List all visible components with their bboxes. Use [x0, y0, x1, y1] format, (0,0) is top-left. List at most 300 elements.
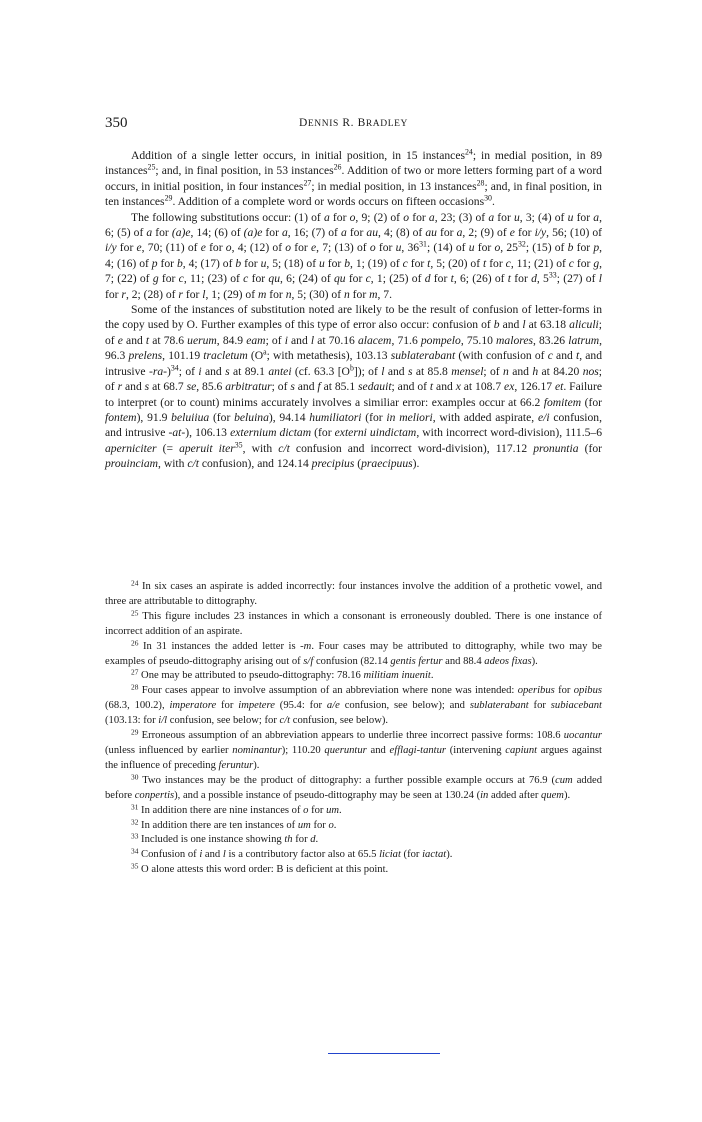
- italic-term: s: [407, 364, 413, 378]
- text-run: added before: [105, 774, 602, 801]
- italic-term: pompelo: [420, 333, 461, 347]
- footnote-ref: 24: [464, 147, 473, 157]
- text-run: for: [182, 287, 203, 301]
- text-run: , 1; (19) of: [350, 256, 403, 270]
- text-run: and: [552, 349, 576, 363]
- italic-term: b: [235, 256, 242, 270]
- text-run: ; of: [265, 333, 285, 347]
- text-run: , 126.17: [514, 380, 555, 394]
- text-run: added after: [488, 789, 542, 801]
- text-run: (95.4: for: [274, 700, 327, 712]
- text-run: for: [324, 256, 345, 270]
- text-run: ).: [563, 789, 571, 801]
- author-first-initial: D: [299, 117, 308, 129]
- footnote-28: [105, 684, 602, 729]
- text-run: , 96.3: [105, 333, 603, 363]
- text-run: , 4; (17) of: [182, 256, 236, 270]
- italic-term: pronuntia: [533, 441, 579, 455]
- italic-term: b: [493, 318, 500, 332]
- footnote-number: 26: [131, 637, 139, 647]
- text-run: for: [262, 226, 282, 240]
- text-run: confusion, see below); and: [339, 700, 470, 712]
- text-run: for: [291, 241, 311, 255]
- footnote-ref: 30: [484, 193, 492, 203]
- italic-term: a: [323, 210, 330, 224]
- italic-term: beluiiua: [171, 410, 210, 424]
- italic-term: n: [285, 287, 292, 301]
- italic-term: a: [340, 226, 347, 240]
- text-run: for: [494, 210, 514, 224]
- italic-term: in meliori: [386, 410, 433, 424]
- text-run: confusion, and intrusive: [105, 410, 602, 440]
- text-run: , 1; (25) of: [370, 272, 425, 286]
- text-run: for: [308, 804, 327, 816]
- italic-term: r: [121, 287, 126, 301]
- text-run: for: [266, 287, 286, 301]
- text-run: , with incorrect word-division), 111.5–6: [416, 426, 603, 440]
- text-run: at 78.6: [149, 333, 188, 347]
- text-run: .: [315, 834, 319, 846]
- text-run: , 1; (29) of: [205, 287, 258, 301]
- paragraph-additions: [105, 148, 602, 210]
- text-run: for: [345, 272, 366, 286]
- text-run: , and intrusive: [105, 349, 603, 378]
- text-run: .: [339, 804, 342, 816]
- text-run: Four cases appear to involve assumption of an abbreviation where none was intended:: [138, 685, 518, 697]
- italic-term: g: [152, 272, 159, 286]
- text-run: (O: [247, 349, 264, 363]
- italic-term: alacem: [357, 333, 392, 347]
- text-run: (: [354, 457, 362, 471]
- italic-term: s: [144, 380, 150, 394]
- italic-term: liciat: [379, 849, 401, 861]
- text-run: One may be attributed to pseudo-dittography: 78.16: [138, 670, 364, 682]
- italic-term: r: [117, 380, 123, 394]
- italic-term: l: [202, 287, 206, 301]
- text-run: ; of: [105, 364, 603, 394]
- text-run: and: [499, 318, 523, 332]
- footnote-number: 35: [131, 861, 139, 871]
- italic-term: cum: [555, 774, 573, 786]
- italic-term: c/t: [187, 457, 199, 471]
- text-run: . Four cases may be attributed to dittography, while two may be examples of pseudo-dittography arising out of: [105, 640, 602, 667]
- text-run: , 84.9: [216, 333, 247, 347]
- text-run: , 2; (9) of: [462, 226, 510, 240]
- italic-term: a: [593, 210, 600, 224]
- italic-term: queruntur: [324, 744, 367, 756]
- text-run: , 5: [536, 272, 549, 286]
- italic-term: nos: [582, 364, 599, 378]
- text-run: ): [166, 364, 171, 378]
- italic-term: e: [509, 226, 515, 240]
- italic-term: t: [145, 333, 150, 347]
- italic-term: o: [349, 210, 356, 224]
- text-run: . Addition of a complete word or words occurs on fifteen occasions: [172, 195, 485, 209]
- italic-term: o: [328, 819, 334, 831]
- text-run: ; and, in final position, in ten instances: [105, 179, 602, 209]
- italic-term: c/t: [278, 441, 290, 455]
- text-run: , 14; (6) of: [190, 226, 244, 240]
- text-run: .: [333, 819, 337, 831]
- italic-term: u: [260, 256, 267, 270]
- text-run: , 23; (3) of: [434, 210, 489, 224]
- italic-term: gentis fertur: [390, 655, 443, 667]
- text-run: (for: [578, 441, 602, 455]
- footnote-24: [105, 580, 602, 610]
- italic-term: o: [403, 210, 410, 224]
- text-run: , 4; (16) of: [105, 241, 603, 270]
- italic-term: n: [503, 364, 509, 378]
- italic-term: t: [427, 256, 431, 270]
- text-run: for: [511, 272, 532, 286]
- italic-term: qu: [268, 272, 280, 286]
- manuscript-siglum: b: [349, 363, 354, 373]
- text-run: , 6; (24) of: [279, 272, 334, 286]
- italic-term: prelens: [128, 349, 163, 363]
- italic-term: o: [303, 804, 309, 816]
- italic-term: beluina: [234, 410, 269, 424]
- italic-term: conpertis: [134, 789, 175, 801]
- italic-term: t: [507, 272, 512, 286]
- italic-term: prouinciam: [105, 457, 159, 471]
- italic-term: e: [117, 333, 123, 347]
- text-run: at 70.16: [314, 333, 358, 347]
- text-run: at 84.20: [538, 364, 583, 378]
- text-run: ), 106.13: [185, 426, 231, 440]
- italic-term: c: [547, 349, 553, 363]
- text-run: , 2; (28) of: [125, 287, 179, 301]
- italic-term: iactat: [422, 849, 447, 861]
- italic-term: p: [151, 256, 158, 270]
- footnote-32: [105, 816, 602, 834]
- text-run: ; of: [271, 380, 291, 394]
- italic-term: e: [136, 241, 142, 255]
- footnotes: [105, 580, 602, 878]
- footnote-33: [105, 833, 602, 848]
- italic-term: b: [344, 256, 350, 270]
- italic-term: l: [381, 364, 385, 378]
- text-run: ; and of: [391, 380, 430, 394]
- text-run: for: [152, 226, 172, 240]
- italic-term: humiliatori: [309, 410, 362, 424]
- text-run: ; in medial position, in 89 instances: [105, 149, 602, 178]
- italic-term: d: [531, 272, 537, 286]
- italic-term: impetere: [238, 700, 275, 712]
- italic-term: b: [567, 241, 574, 255]
- text-run: and: [384, 364, 408, 378]
- text-run: , 71.6: [391, 333, 421, 347]
- text-run: The following substitutions occur: (1) of: [131, 210, 324, 224]
- italic-term: c: [505, 256, 511, 270]
- italic-term: o: [225, 241, 232, 255]
- italic-term: militiam inuenit: [363, 670, 431, 682]
- manuscript-siglum: a: [263, 347, 267, 357]
- text-run: for: [573, 256, 594, 270]
- text-run: .: [491, 195, 495, 209]
- italic-term: uerum: [187, 333, 217, 347]
- footnote-number: 27: [131, 667, 139, 677]
- italic-term: s: [225, 364, 230, 378]
- text-run: for: [407, 256, 428, 270]
- italic-term: antei: [268, 364, 292, 378]
- italic-term: t: [575, 349, 580, 363]
- italic-term: c: [243, 272, 249, 286]
- footnote-27: [105, 669, 602, 684]
- footnote-34: [105, 848, 602, 863]
- italic-term: sublaterabant: [390, 349, 456, 363]
- text-run: ).: [412, 457, 420, 471]
- footnote-31: [105, 801, 602, 819]
- text-run: Erroneous assumption of an abbreviation appears to underlie three incorrect passive forms: 108.6: [138, 730, 564, 742]
- text-run: , 11; (21) of: [510, 256, 569, 270]
- italic-term: e/i: [537, 410, 550, 424]
- italic-term: o: [285, 241, 292, 255]
- italic-term: a: [282, 226, 288, 240]
- text-run: (with confusion of: [455, 349, 548, 363]
- footnote-35: [105, 863, 602, 878]
- italic-term: t: [429, 380, 434, 394]
- italic-term: (a)e: [243, 226, 263, 240]
- text-run: This figure includes 23 instances in which a consonant is erroneously doubled. There is one instance of incorrect addition of an aspirate.: [105, 610, 602, 637]
- author-last-rest: RADLEY: [365, 119, 408, 129]
- footnote-ref: 31: [419, 240, 427, 250]
- text-run: at 68.7: [149, 380, 187, 394]
- footnote-number: 25: [131, 608, 139, 618]
- footnote-number: 30: [131, 772, 139, 782]
- footnote-ref: 26: [333, 163, 342, 173]
- author-first-rest: ENNIS: [307, 119, 339, 129]
- italic-term: d: [424, 272, 431, 286]
- text-run: ), 94.14: [268, 410, 310, 424]
- italic-term: m: [369, 287, 378, 301]
- italic-term: i/y: [534, 226, 547, 240]
- paragraph-confusion: [105, 302, 602, 471]
- italic-term: quem: [541, 789, 564, 801]
- text-run: In six cases an aspirate is added incorrectly: four instances involve the addition of a prothetic vowel, and three are attributable to dittography.: [105, 581, 602, 607]
- text-run: ; of: [483, 364, 504, 378]
- text-run: and 88.4: [442, 655, 485, 667]
- footnote-ref: 29: [164, 193, 173, 203]
- italic-term: subiacebant: [550, 700, 602, 712]
- text-run: for: [436, 226, 457, 240]
- text-run: (for: [581, 395, 602, 409]
- text-run: , 6; (26) of: [453, 272, 508, 286]
- italic-term: t: [450, 272, 454, 286]
- italic-term: l: [598, 272, 602, 286]
- footnote-number: 28: [131, 682, 139, 692]
- text-run: for: [116, 241, 137, 255]
- text-run: Included is one instance showing: [138, 834, 285, 846]
- text-run: , 4; (8) of: [378, 226, 426, 240]
- text-run: ; of: [178, 364, 199, 378]
- text-run: and: [122, 380, 145, 394]
- italic-term: tracletum: [203, 349, 248, 363]
- italic-term: d: [310, 834, 316, 846]
- text-run: at 85.1: [320, 380, 359, 394]
- italic-term: uocantur: [563, 730, 602, 742]
- text-run: , 36: [401, 241, 420, 255]
- text-run: ).: [531, 655, 538, 667]
- text-run: Two instances may be the product of dittography: a further possible example occurs at 76.9 (: [138, 774, 556, 786]
- text-run: , 3; (4) of: [519, 210, 568, 224]
- text-run: for: [349, 287, 370, 301]
- footnote-29: [105, 729, 602, 774]
- italic-term: precipius: [311, 457, 355, 471]
- footer-link-rule[interactable]: [328, 1053, 440, 1054]
- text-run: , 85.6: [196, 380, 226, 394]
- text-run: , 5; (20) of: [430, 256, 484, 270]
- footnote-number: 24: [131, 578, 139, 588]
- italic-term: sublaterabant: [469, 700, 529, 712]
- text-run: (cf. 63.3 [O: [291, 364, 350, 378]
- text-run: confusion, see below).: [290, 715, 389, 727]
- italic-term: -m: [300, 640, 312, 652]
- italic-term: i: [199, 849, 203, 861]
- text-run: , with: [158, 457, 188, 471]
- text-run: for: [292, 834, 311, 846]
- text-run: ; (27) of: [556, 272, 599, 286]
- italic-term: au: [366, 226, 378, 240]
- author-middle: R. B: [342, 117, 366, 129]
- footnote-number: 29: [131, 727, 139, 737]
- text-run: Some of the instances of substitution noted are likely to be the result of confusion of letter-forms in the copy used by O. Further examples of this type of error also occur: confusion of: [105, 303, 602, 332]
- italic-term: aperniciter: [105, 441, 157, 455]
- text-run: for: [310, 819, 329, 831]
- text-run: for: [554, 685, 574, 697]
- italic-term: sedauit: [358, 380, 392, 394]
- italic-term: e: [200, 241, 206, 255]
- italic-term: -ra-: [148, 364, 167, 378]
- italic-term: aperuit iter: [179, 441, 235, 455]
- text-run: for: [346, 226, 367, 240]
- italic-term: u: [395, 241, 402, 255]
- text-run: , 70; (11) of: [141, 241, 201, 255]
- italic-term: s: [290, 380, 295, 394]
- text-run: and: [366, 744, 390, 756]
- italic-term: i/y: [105, 241, 117, 255]
- italic-term: l: [310, 333, 315, 347]
- italic-term: x: [455, 380, 461, 394]
- text-run: , 7; (13) of: [316, 241, 370, 255]
- italic-term: e: [311, 241, 317, 255]
- italic-term: u: [319, 256, 325, 270]
- text-run: , 7.: [377, 287, 392, 301]
- italic-term: t: [483, 256, 487, 270]
- text-run: ); 110.20: [281, 744, 325, 756]
- italic-term: eam: [246, 333, 266, 347]
- italic-term: c: [178, 272, 184, 286]
- text-run: and: [201, 364, 226, 378]
- italic-term: u: [468, 241, 475, 255]
- text-run: (intervening: [446, 744, 506, 756]
- italic-term: m: [257, 287, 267, 301]
- italic-term: externi uindictam: [334, 426, 417, 440]
- body-text: [105, 148, 602, 472]
- text-run: Addition of a single letter occurs, in initial position, in 15 instances: [131, 149, 465, 162]
- italic-term: opibus: [573, 685, 602, 697]
- text-run: . Addition of two or more letters forming part of a word occurs, in initial position, in four instances: [105, 164, 602, 193]
- text-run: ; (15) of: [525, 241, 568, 255]
- text-run: (unless influenced by earlier: [105, 744, 233, 756]
- text-run: ; and, in final position, in 53 instances: [155, 164, 334, 178]
- italic-term: se: [186, 380, 197, 394]
- italic-term: fontem: [105, 410, 137, 424]
- text-run: and: [122, 333, 146, 347]
- text-run: (for: [209, 410, 235, 424]
- italic-term: aliculi: [569, 318, 599, 332]
- text-run: confusion), and 124.14: [198, 457, 312, 471]
- running-head: [105, 115, 602, 132]
- italic-term: mensel: [451, 364, 484, 378]
- text-run: (for: [311, 426, 335, 440]
- italic-term: ex: [504, 380, 515, 394]
- footnote-ref: 33: [548, 270, 557, 280]
- footnote-number: 33: [131, 831, 139, 841]
- text-run: and: [508, 364, 533, 378]
- text-run: for: [248, 272, 269, 286]
- italic-term: au: [425, 226, 437, 240]
- italic-term: th: [284, 834, 293, 846]
- text-run: (68.3, 100.2),: [105, 700, 170, 712]
- footnote-ref: 28: [476, 178, 485, 188]
- italic-term: arbitratur: [225, 380, 272, 394]
- footnote-ref: 34: [170, 363, 179, 373]
- footnote-number: 31: [131, 801, 139, 811]
- text-run: confusion and incorrect word-division), 117.12: [289, 441, 534, 455]
- text-run: and: [202, 849, 223, 861]
- text-run: confusion, see below; for: [167, 715, 280, 727]
- italic-term: a: [146, 226, 153, 240]
- italic-term: praecipuus: [361, 457, 413, 471]
- italic-term: operibus: [517, 685, 555, 697]
- footnote-number: 32: [131, 816, 139, 826]
- italic-term: c: [365, 272, 371, 286]
- paragraph-substitutions: [105, 210, 602, 302]
- text-run: ), 91.9: [136, 410, 172, 424]
- italic-term: h: [532, 364, 539, 378]
- italic-term: u: [567, 210, 574, 224]
- italic-term: in: [480, 789, 489, 801]
- text-run: confusion (82.14: [313, 655, 391, 667]
- text-run: ; with metathesis), 103.13: [266, 349, 391, 363]
- italic-term: s/f: [303, 655, 314, 667]
- text-run: for: [528, 700, 551, 712]
- text-run: , 4; (12) of: [231, 241, 286, 255]
- text-run: ; (14) of: [426, 241, 469, 255]
- text-run: ; of: [105, 318, 602, 347]
- text-run: for: [241, 256, 261, 270]
- italic-term: l: [222, 849, 226, 861]
- italic-term: capiunt: [505, 744, 538, 756]
- italic-term: i: [284, 333, 288, 347]
- italic-term: r: [178, 287, 183, 301]
- footnote-25: [105, 610, 602, 640]
- text-run: , 75.10: [460, 333, 497, 347]
- text-run: is a contributory factor also at 65.5: [225, 849, 380, 861]
- italic-term: nominantur: [232, 744, 282, 756]
- text-run: , 25: [500, 241, 518, 255]
- italic-term: a/e: [326, 700, 340, 712]
- text-run: and: [294, 380, 318, 394]
- italic-term: f: [317, 380, 321, 394]
- text-run: O alone attests this word order: B is deficient at this point.: [138, 864, 389, 876]
- text-run: at 63.18: [525, 318, 570, 332]
- text-run: , 7; (22) of: [105, 256, 603, 286]
- text-run: ), and a possible instance of pseudo-dittography may be seen at 130.24 (: [174, 789, 481, 801]
- italic-term: malores: [496, 333, 533, 347]
- italic-term: g: [593, 256, 600, 270]
- italic-term: efflagi-tantur: [389, 744, 447, 756]
